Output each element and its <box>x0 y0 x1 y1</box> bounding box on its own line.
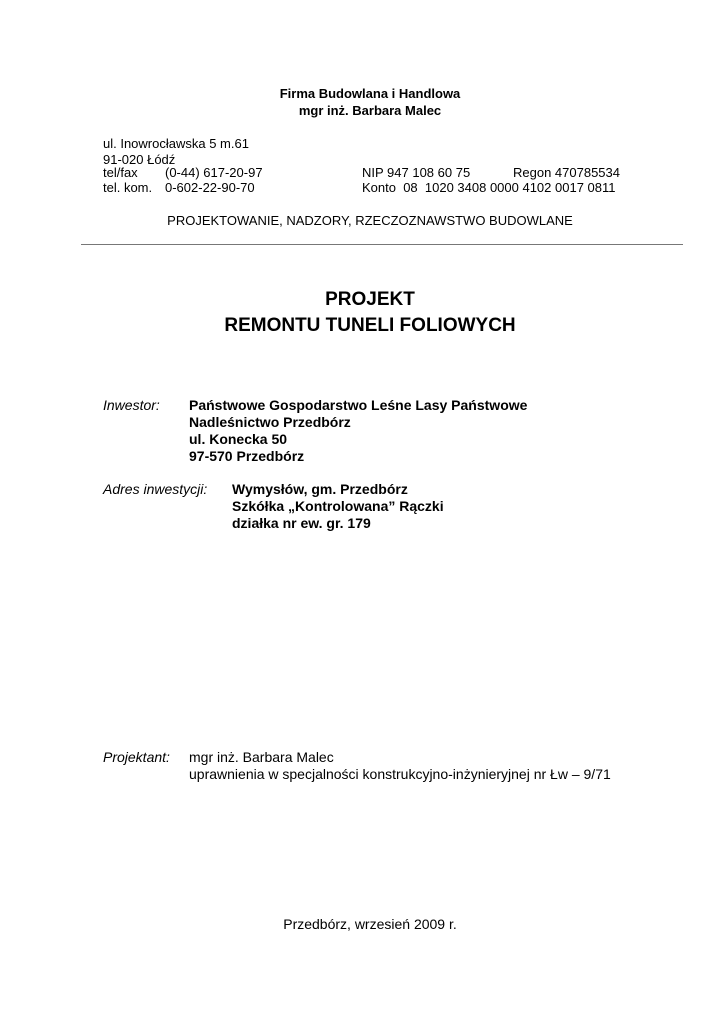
designer-line: uprawnienia w specjalności konstrukcyjno-inżynieryjnej nr Łw – 9/71 <box>189 766 611 782</box>
designer-line: mgr inż. Barbara Malec <box>189 749 334 765</box>
services-line: PROJEKTOWANIE, NADZORY, RZECZOZNAWSTWO BUDOWLANE <box>167 213 573 228</box>
bank-account: Konto 08 1020 3408 0000 4102 0017 0811 <box>362 180 616 195</box>
investor-block <box>189 397 527 465</box>
document-title-line1: PROJEKT <box>325 289 415 310</box>
document-title-line2: REMONTU TUNELI FOLIOWYCH <box>224 315 516 336</box>
nip-number: NIP 947 108 60 75 <box>362 165 471 180</box>
telkom-label: tel. kom. <box>103 180 153 195</box>
designer-label: Projektant: <box>103 749 170 765</box>
regon-number: Regon 470785534 <box>513 165 620 180</box>
investor-line: Nadleśnictwo Przedbórz <box>189 414 351 430</box>
investment-address-block <box>232 481 444 532</box>
company-owner: mgr inż. Barbara Malec <box>298 103 442 118</box>
investment-address-label: Adres inwestycji: <box>103 481 208 497</box>
investment-address-line: Wymysłów, gm. Przedbórz <box>232 481 408 497</box>
investor-line: ul. Konecka 50 <box>189 431 288 447</box>
investor-line: Państwowe Gospodarstwo Leśne Lasy Państwowe <box>189 397 528 413</box>
header-divider <box>81 244 683 245</box>
company-name: Firma Budowlana i Handlowa <box>279 86 461 101</box>
investor-label: Inwestor: <box>103 397 160 413</box>
address-postal-city: 91-020 Łódź <box>103 152 176 167</box>
telfax-label: tel/fax <box>103 165 138 180</box>
investor-line: 97-570 Przedbórz <box>189 448 305 464</box>
investment-address-line: działka nr ew. gr. 179 <box>232 515 371 531</box>
telkom-value: 0-602-22-90-70 <box>165 180 255 195</box>
telfax-value: (0-44) 617-20-97 <box>165 165 263 180</box>
designer-block <box>189 749 611 783</box>
address-street: ul. Inowrocławska 5 m.61 <box>103 136 249 151</box>
investment-address-line: Szkółka „Kontrolowana” Rączki <box>232 498 444 514</box>
place-date: Przedbórz, wrzesień 2009 r. <box>283 916 457 932</box>
